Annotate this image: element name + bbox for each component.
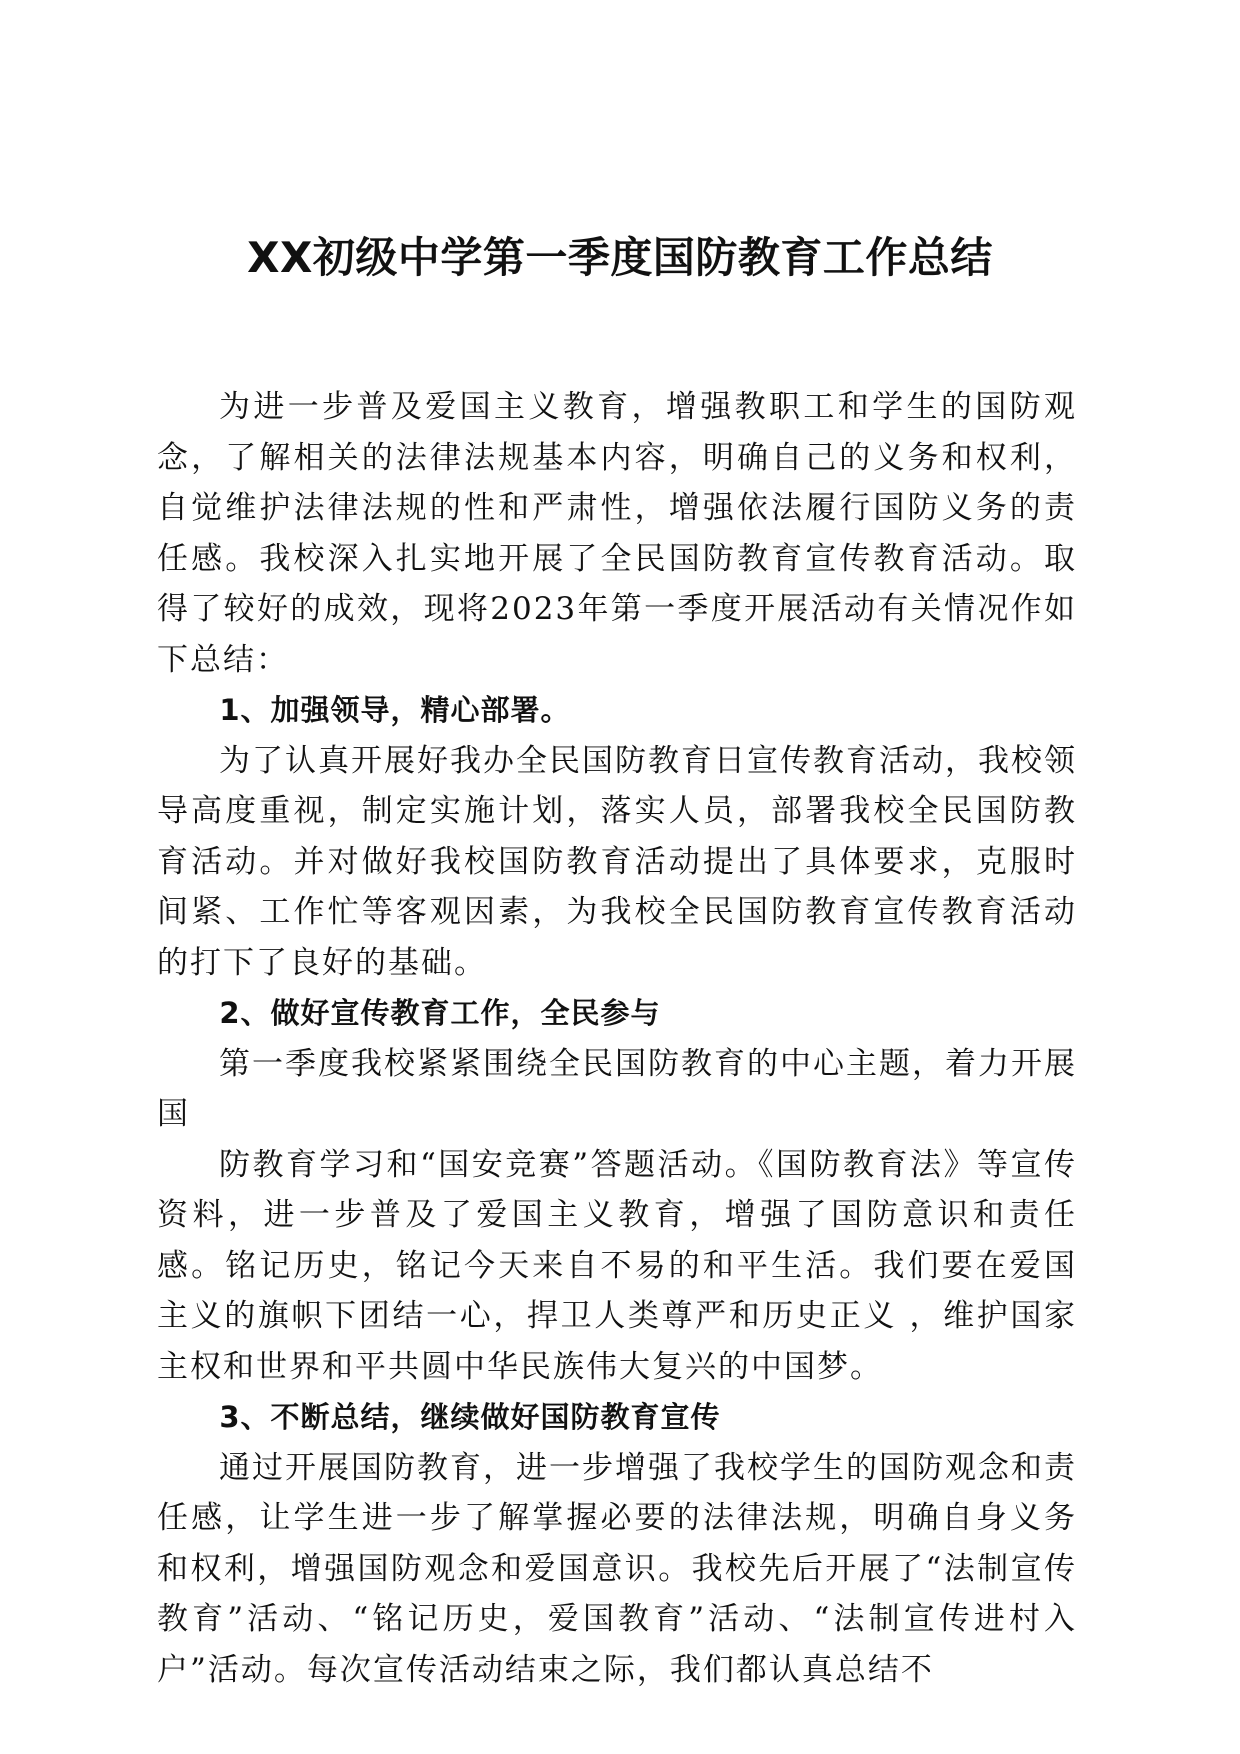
section-1-paragraph: 为了认真开展好我办全民国防教育日宣传教育活动，我校领导高度重视，制定实施计划，落实人员，部署我校全民国防教育活动。并对做好我校国防教育活动提出了具体要求，克服时间紧、工作忙等客观因素，为我校全民国防教育宣传教育活动的打下了良好的基础。 (157, 742, 1077, 981)
section-3-heading: 3、不断总结，继续做好国防教育宣传 (219, 1400, 721, 1434)
section-2-heading: 2、做好宣传教育工作，全民参与 (219, 996, 661, 1030)
intro-paragraph: 为进一步普及爱国主义教育，增强教职工和学生的国防观念，了解相关的法律法规基本内容，明确自己的义务和权利，自觉维护法律法规的性和严肃性，增强依法履行国防义务的责任感。我校深入扎实地开展了全民国防教育宣传教育活动。取得了较好的成效，现将2023年第一季度开展活动有关情况作如下总结： (157, 389, 1077, 678)
section-2-paragraph-1: 第一季度我校紧紧围绕全民国防教育的中心主题，着力开展国 (157, 1045, 1077, 1132)
document-title: XX初级中学第一季度国防教育工作总结 (247, 233, 993, 282)
document-body (157, 382, 1077, 1695)
section-2-paragraph-2: 防教育学习和“国安竞赛”答题活动。《国防教育法》等宣传资料，进一步普及了爱国主义教育，增强了国防意识和责任感。铭记历史，铭记今天来自不易的和平生活。我们要在爱国主义的旗帜下团结一心，捍卫人类尊严和历史正义 ，维护国家主权和世界和平共圆中华民族伟大复兴的中国梦。 (157, 1146, 1077, 1385)
section-1-heading: 1、加强领导，精心部署。 (219, 693, 571, 727)
section-3-paragraph: 通过开展国防教育，进一步增强了我校学生的国防观念和责任感，让学生进一步了解掌握必要的法律法规，明确自身义务和权利，增强国防观念和爱国意识。我校先后开展了“法制宣传教育”活动、“铭记历史，爱国教育”活动、“法制宣传进村入户”活动。每次宣传活动结束之际，我们都认真总结不 (157, 1449, 1077, 1688)
